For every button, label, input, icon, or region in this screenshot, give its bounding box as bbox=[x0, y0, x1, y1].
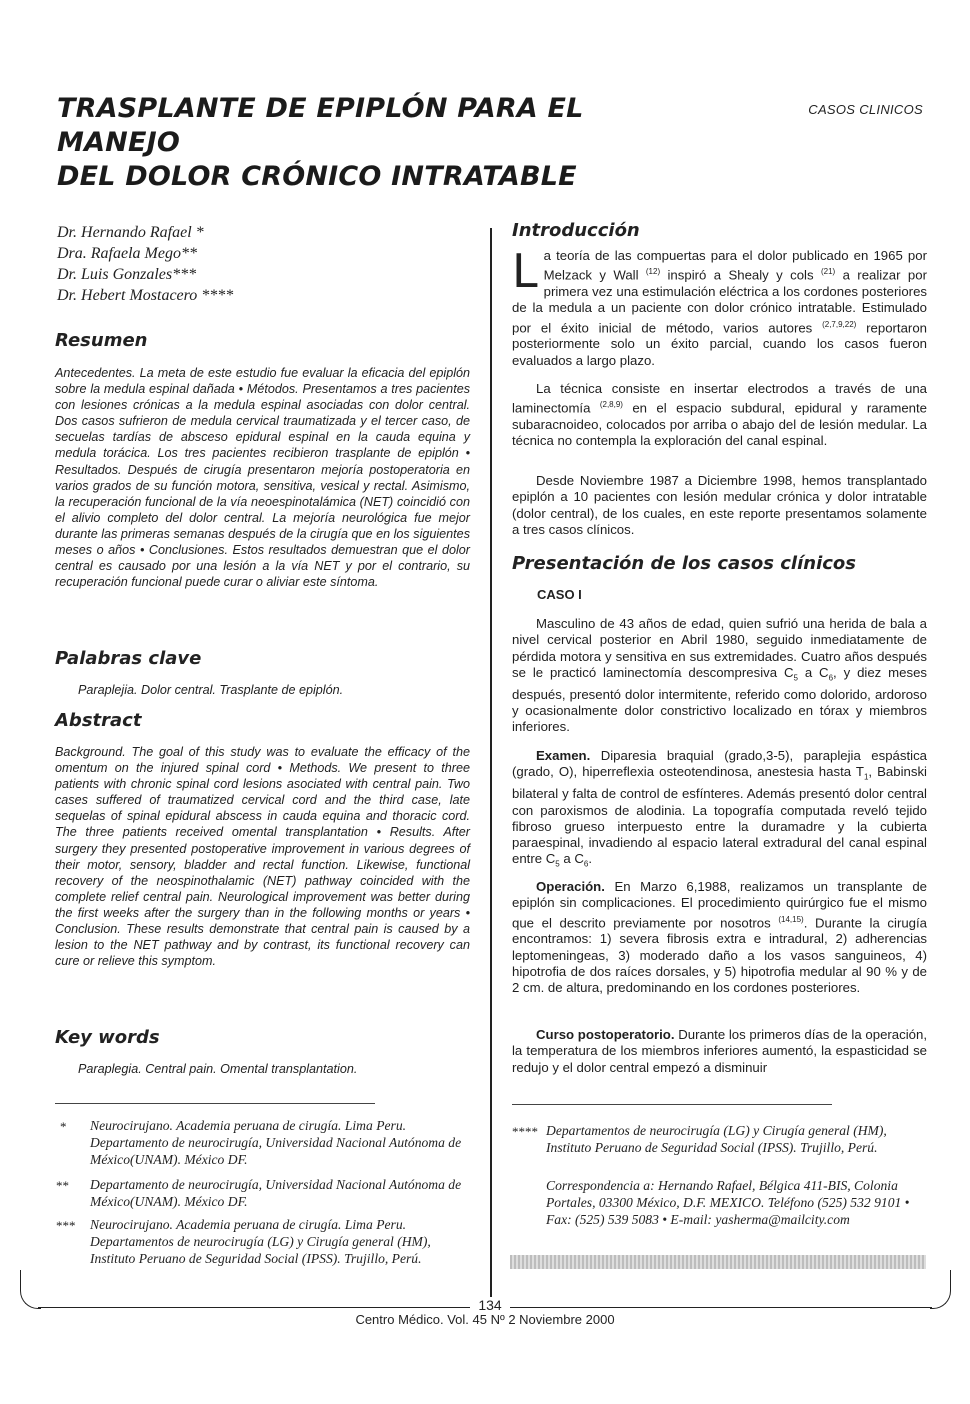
intro-p1-text-b: inspiró a Shealy y cols bbox=[660, 267, 821, 283]
footnote-mark-2: ** bbox=[56, 1178, 69, 1193]
caso-p1-text-c: , y diez meses después, presentó dolor intermitente, referido como dolorido, ardoroso y ocasionalmente dolor constrictivo localizado en tórax y miembros inferiores. bbox=[512, 664, 927, 735]
citation-ref: (12) bbox=[645, 267, 661, 277]
palabras-clave-text: Paraplejia. Dolor central. Trasplante de epiplón. bbox=[78, 683, 344, 697]
shaded-bar bbox=[510, 1255, 926, 1269]
citation-ref: (21) bbox=[820, 267, 836, 277]
examen-text-a: Diparesia braquial (grado,3-5), paraplejia espástica (grado, O), hiperreflexia osteotendinosa, anestesia hasta T bbox=[512, 748, 927, 780]
operacion-paragraph bbox=[512, 879, 927, 996]
caso-label: CASO I bbox=[537, 587, 582, 602]
footnote-rule-left bbox=[55, 1103, 375, 1104]
examen-paragraph bbox=[512, 748, 927, 873]
author-3: Dr. Luis Gonzales*** bbox=[57, 266, 197, 283]
curso-paragraph bbox=[512, 1027, 927, 1076]
intro-p2-text-a: La técnica consiste en insertar electrodos a través de una laminectomía bbox=[512, 381, 927, 416]
title-line-2: DEL DOLOR CRÓNICO INTRATABLE bbox=[57, 161, 577, 192]
footnote-4: Departamentos de neurocirugía (LG) y Cirugía general (HM), Instituto Peruano de Seguridad Social (IPSS). Trujillo, Perú. bbox=[546, 1123, 887, 1155]
footnote-3: Neurocirujano. Academia peruana de cirugía. Lima Peru. Departamentos de neurocirugía (LG) y Cirugía general (HM), Instituto Peruano de Seguridad Social (IPSS). Trujillo, Perú. bbox=[90, 1217, 431, 1266]
caso-p1-text-b: a C bbox=[797, 664, 829, 680]
footnote-mark-1: * bbox=[60, 1119, 67, 1134]
abstract-text: Background. The goal of this study was to evaluate the efficacy of the omentum on the injured spinal cord • Methods. We present to three patients with chronic spinal cord lesions asociated with central pain. Two cases suffered of traumatized cervical cord and the third case, late sequelas of spinal epidural abscess in cauda equina and thoracic cord. The three patients received omental transplantation • Results. After surgery they presented postoperative improvement in various degrees of their motor, sensory, bladder and rectal function. Likewise, functional recovery of the neospinothalamic (NET) pathway coincided with the complete relief central pain. Neurological improvement was better during the first weeks after the surgery than in the following months or years • Conclusion. These results demonstrate that central pain is caused by a lesion to the NET pathway and by contrast, its functional recovery can cure or relieve this symptom. bbox=[55, 745, 470, 969]
frame-corner-left bbox=[20, 1270, 41, 1309]
curso-lead: Curso postoperatorio. bbox=[536, 1027, 675, 1042]
key-words-heading: Key words bbox=[55, 1027, 160, 1048]
citation-ref: (14,15) bbox=[778, 914, 804, 924]
author-4: Dr. Hebert Mostacero **** bbox=[57, 287, 234, 304]
author-1: Dr. Hernando Rafael * bbox=[57, 224, 204, 241]
section-tag: CASOS CLINICOS bbox=[808, 102, 923, 117]
author-list bbox=[57, 222, 477, 306]
column-divider bbox=[490, 228, 492, 1303]
examen-lead: Examen. bbox=[536, 748, 591, 763]
subscript: 5 bbox=[793, 673, 798, 683]
examen-text-d: . bbox=[588, 851, 593, 867]
journal-citation: Centro Médico. Vol. 45 Nº 2 Noviembre 2000 bbox=[355, 1312, 615, 1327]
palabras-clave-heading: Palabras clave bbox=[55, 648, 202, 669]
examen-text-b: , Babinski bilateral y falta de control de esfínteres. Además presentó dolor central con paroxismos de alodinia. La topografía computada reveló tejido fibroso grueso interpuesto entre la duramadre y la cubierta paraespinal, invadiendo al espacio lateral extradural del canal espinal entre C bbox=[512, 764, 927, 867]
page-number: 134 bbox=[470, 1297, 510, 1313]
abstract-heading: Abstract bbox=[55, 710, 142, 731]
key-words-text: Paraplegia. Central pain. Omental transplantation. bbox=[78, 1062, 358, 1076]
frame-corner-right bbox=[930, 1270, 951, 1309]
resumen-text: Antecedentes. La meta de este estudio fue evaluar la eficacia del epiplón sobre la medula espinal dañada • Métodos. Presentamos a tres pacientes con lesiones crónicas a la medula espinal asociadas con dolor central. Dos casos sufrieron de medula cervical traumatizada y el tercer caso, de secuelas tardías de absceso epidural espinal en la cauda equina y medula torácica. Los tres pacientes recibieron trasplante de epiplón • Resultados. Después de cirugía presentaron mejoría postoperatoria en varios grados de su función motora, sensitiva, vesical y rectal. Asimismo, la recuperación funcional de la vía neoespinotalámica (NET) coincidió con el alivio completo del dolor central. La mejoría neurológica fue mejor durante las primeras semanas después de la cirugía que en los siguientes meses o años • Conclusiones. Estos resultados demuestran que el dolor central es causado por una lesión a la vía NET y por el contrario, su recuperación funcional puede curar o aliviar este síntoma. bbox=[55, 366, 470, 590]
introduccion-heading: Introducción bbox=[512, 220, 640, 241]
operacion-lead: Operación. bbox=[536, 879, 605, 894]
subscript: 6 bbox=[828, 673, 834, 683]
intro-paragraph-1 bbox=[512, 244, 927, 369]
drop-cap: L bbox=[512, 244, 538, 298]
intro-paragraph-2 bbox=[512, 381, 927, 450]
curso-text: Durante los primeros días de la operación, la temperatura de los miembros inferiores aumentó, la espasticidad se redujo y el dolor central empezó a disminuir bbox=[512, 1027, 927, 1075]
author-2: Dra. Rafaela Mego** bbox=[57, 245, 197, 262]
subscript: 1 bbox=[863, 772, 869, 782]
examen-text-c: a C bbox=[559, 851, 584, 867]
intro-p1-text-a: a teoría de las compuertas para el dolor publicado en 1965 por Melzack y Wall bbox=[543, 248, 927, 283]
footnote-rule-right bbox=[512, 1104, 832, 1105]
intro-p1-text-c: a realizar por primera vez una estimulación eléctrica a los cordones posteriores de la medula a un paciente con dolor crónico intratable. Estimulado por el éxito inicial de método, varios autores bbox=[512, 267, 927, 335]
resumen-heading: Resumen bbox=[55, 330, 148, 351]
article-title bbox=[57, 92, 657, 194]
title-line-1: TRASPLANTE DE EPIPLÓN PARA EL MANEJO bbox=[57, 93, 584, 158]
footnote-2: Departamento de neurocirugía, Universidad Nacional Autónoma de México(UNAM). México DF. bbox=[90, 1177, 462, 1209]
footnote-1: Neurocirujano. Academia peruana de cirugía. Lima Peru. Departamento de neurocirugía, Universidad Nacional Autónoma de México(UNAM). México DF. bbox=[90, 1118, 462, 1167]
footnote-mark-3: *** bbox=[56, 1218, 76, 1233]
citation-ref: (2,8,9) bbox=[599, 400, 623, 410]
correspondence-note: Correspondencia a: Hernando Rafael, Bélgica 411-BIS, Colonia Portales, 03300 México, D.F. MEXICO. Teléfono (525) 532 9101 • Fax: (525) 539 5083 • E-mail: yasherma@mailcity.com bbox=[546, 1178, 910, 1227]
intro-p1-text-d: reportaron posteriormente solo un éxito parcial, cuando los casos fueron evaluados a largo plazo. bbox=[512, 319, 927, 368]
intro-paragraph-3: Desde Noviembre 1987 a Diciembre 1998, hemos transplantado epiplón a 10 pacientes con lesión medular crónica y dolor intratable (dolor central), de los cuales, en este reporte presentamos solamente a tres casos clínicos. bbox=[512, 473, 927, 537]
operacion-text-b: . Durante la cirugía encontramos: 1) severa fibrosis extra e intradural, 2) adherencias leptomeningeas, 3) moderado daño a los vasos sanguineos, 4) hipotrofia de dos raíces dorsales, y 5) hipotrofia medular al 90 % y de 2 cm. de altura, predominando en los cordones posteriores. bbox=[512, 914, 927, 996]
presentacion-heading: Presentación de los casos clínicos bbox=[512, 553, 856, 574]
intro-p2-text-b: en el espacio subdural, epidural y raramente subaracnoideo, colocados por arriba o abajo del de lesión medular. La técnica no contempla la exploración del canal espinal. bbox=[512, 400, 927, 449]
caso-paragraph-1 bbox=[512, 616, 927, 736]
citation-ref: (2,7,9,22) bbox=[822, 319, 857, 329]
operacion-text-a: En Marzo 6,1988, realizamos un transplante de epiplón sin complicaciones. El procedimiento quirúrgico fue el mismo que el descrito previamente por nosotros bbox=[512, 879, 927, 930]
subscript: 6 bbox=[583, 860, 589, 870]
subscript: 5 bbox=[555, 860, 560, 870]
caso-p1-text-a: Masculino de 43 años de edad, quien sufrió una herida de bala a nivel cervical posterior en Abril 1980, seguido inmediatamente de pérdida motora y sensitiva en sus extremidades. Cuatro años después se le practicó laminectomía descompresiva C bbox=[512, 616, 927, 680]
footnote-mark-4: **** bbox=[512, 1124, 538, 1139]
